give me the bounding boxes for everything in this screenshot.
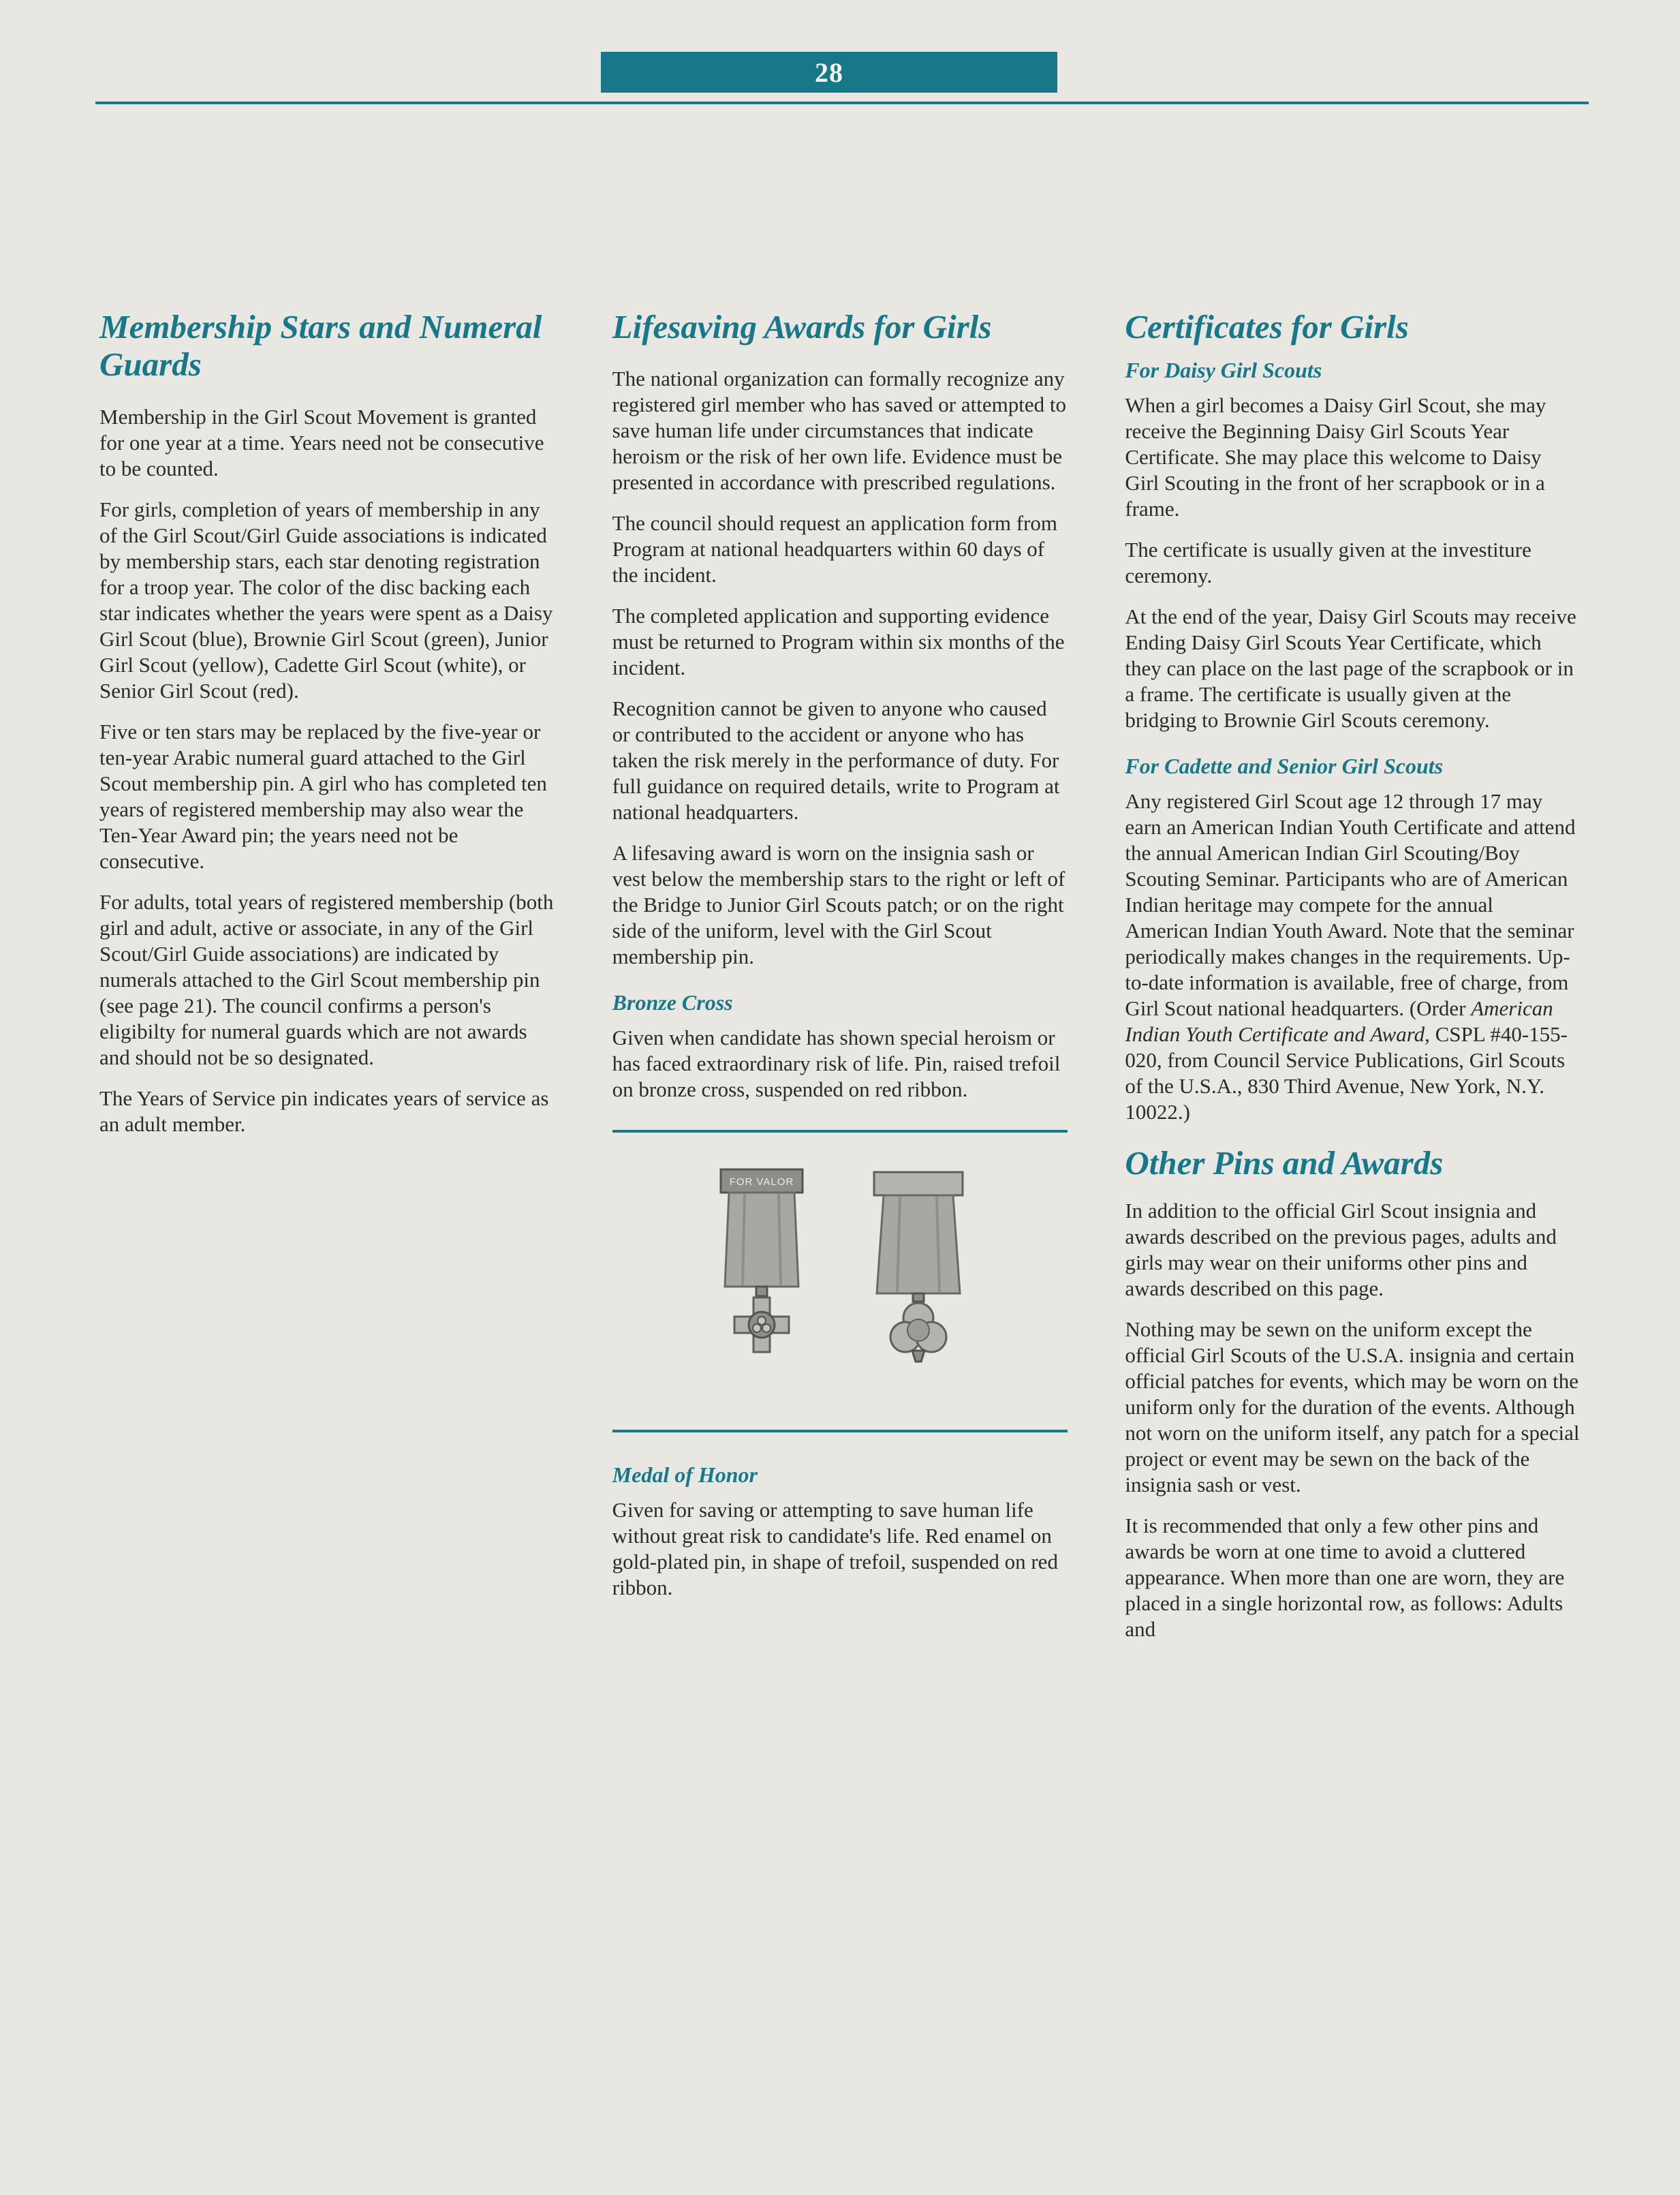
bronze-cross-medal [711,1164,813,1402]
subheading-cadette-senior: For Cadette and Senior Girl Scouts [1125,754,1444,779]
paragraph-text: CSPL #40-155-020, from Council Service Publications, Girl Scouts of the U.S.A., 830 Third Avenue, New York, N.Y. 10022.) [1125,1022,1568,1124]
section-heading-certificates: Certificates for Girls [1125,308,1409,346]
medal-of-honor-medal [867,1164,969,1402]
paragraph: Membership in the Girl Scout Movement is granted for one year at a time. Years need not be consecutive to be counted. [99,404,544,480]
subheading-daisy: For Daisy Girl Scouts [1125,358,1322,383]
paragraph: Given for saving or attempting to save human life without great risk to candidate's life. Red enamel on gold-plated pin, in shape of trefoil, suspended on red ribbon. [612,1497,1058,1599]
paragraph: It is recommended that only a few other pins and awards be worn at one time to avoid a cluttered appearance. When more than one are worn, they are placed in a single horizontal row, as follows: Adults and [1125,1514,1565,1642]
paragraph: For adults, total years of registered membership (both girl and adult, active or associate, in any of the Girl Scout/Girl Guide associations) are indicated by numerals attached to the Girl Scout membership pin (see page 21). The council confirms a person's eligibilty for numeral guards which are not awards and should not be so designated. [99,889,554,1069]
paragraph: At the end of the year, Daisy Girl Scouts may receive Ending Daisy Girl Scouts Year Certificate, which they can place on the last page of the scrapbook or in a frame. The certificate is usually given at the bridging to Brownie Girl Scouts ceremony. [1125,604,1576,733]
medal-bar-label: FOR VALOR [729,1176,794,1188]
subheading-medal-of-honor: Medal of Honor [612,1462,758,1488]
paragraph-text: Any registered Girl Scout age 12 through 17 may earn an American Indian Youth Certificate and attend the annual American Indian Girl Scouting/Boy Scouting Seminar. Participants who are of American Indian heritage may compete for the annual American Indian Youth Award. Note that the seminar periodically makes changes in the requirements. Up-to-date information is available, free of charge, from Girl Scout national headquarters. (Order [1125,788,1576,1020]
subheading-bronze-cross: Bronze Cross [612,990,733,1015]
paragraph: For girls, completion of years of membership in any of the Girl Scout/Girl Guide associations is indicated by membership stars, each star denoting registration for a troop year. The color of the disc backing each star indicates whether the years were spent as a Daisy Girl Scout (blue), Brownie Girl Scout (green), Junior Girl Scout (yellow), Cadette Girl Scout (white), or Senior Girl Scout (red). [99,497,553,703]
paragraph: Given when candidate has shown special heroism or has faced extraordinary risk of life. Pin, raised trefoil on bronze cross, suspended on red ribbon. [612,1026,1061,1102]
column-certificates [1125,308,1581,1657]
page-number-bar [601,52,1057,93]
paragraph: Nothing may be sewn on the uniform except the official Girl Scouts of the U.S.A. insignia and certain official patches for events, which may be worn on the uniform only for the duration of the events. Although not worn on the uniform itself, any patch for a special project or event may be sewn on the back of the insignia sash or vest. [1125,1317,1580,1497]
header-rule [95,102,1589,104]
page-content [99,308,1581,1657]
paragraph: Five or ten stars may be replaced by the five-year or ten-year Arabic numeral guard attached to the Girl Scout membership pin. A girl who has completed ten years of registered membership may also wear the Ten-Year Award pin; the years need not be consecutive. [99,719,547,873]
column-membership-stars [99,308,555,1657]
paragraph-italic-text: American Indian Youth Certificate and Award, [1125,996,1553,1046]
paragraph: When a girl becomes a Daisy Girl Scout, she may receive the Beginning Daisy Girl Scouts Year Certificate. She may place this welcome to Daisy Girl Scouting in the front of her scrapbook or in a frame. [1125,393,1546,521]
paragraph: Recognition cannot be given to anyone who caused or contributed to the accident or anyone who has taken the risk merely in the performance of duty. For full guidance on required details, write to Program at national headquarters. [612,696,1060,825]
paragraph: The completed application and supporting evidence must be returned to Program within six months of the incident. [612,604,1065,680]
page-number: 28 [815,57,843,88]
paragraph: The Years of Service pin indicates years of service as an adult member. [99,1086,549,1136]
section-heading-membership-stars: Membership Stars and Numeral Guards [99,308,542,384]
paragraph: The national organization can formally recognize any registered girl member who has saved or attempted to save human life under circumstances that indicate heroism or the risk of her own life. Evidence must be presented in accordance with prescribed regulations. [612,367,1066,495]
paragraph: In addition to the official Girl Scout insignia and awards described on the previous pages, adults and girls may wear on their uniforms other pins and awards described on this page. [1125,1199,1557,1301]
section-heading-lifesaving-awards: Lifesaving Awards for Girls [612,308,992,346]
paragraph: A lifesaving award is worn on the insignia sash or vest below the membership stars to the right or left of the Bridge to Junior Girl Scouts patch; or on the right side of the uniform, level with the Girl Scout membership pin. [612,841,1065,969]
section-heading-other-pins: Other Pins and Awards [1125,1143,1444,1182]
medal-illustrations [612,1130,1068,1432]
paragraph [1125,788,1581,1125]
paragraph: The certificate is usually given at the investiture ceremony. [1125,538,1531,588]
paragraph: The council should request an application form from Program at national headquarters within 60 days of the incident. [612,511,1058,587]
column-lifesaving-awards [612,308,1068,1657]
